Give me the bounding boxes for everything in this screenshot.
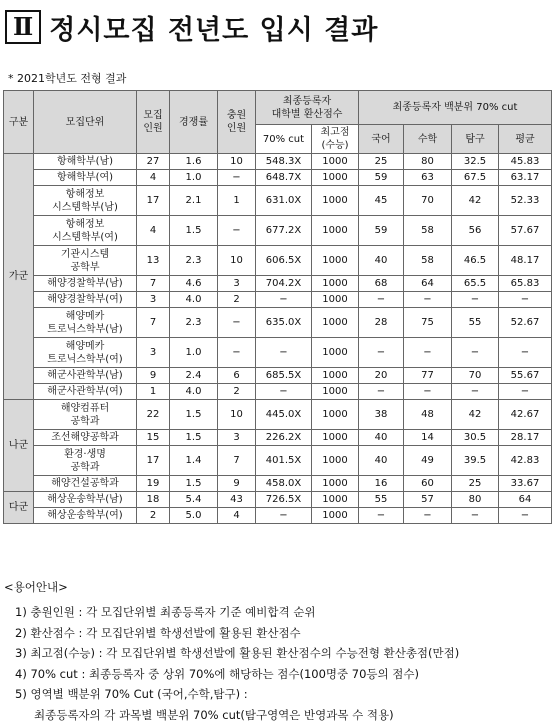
cell-quota: 7 bbox=[137, 308, 170, 338]
cell-added: 9 bbox=[218, 476, 256, 492]
table-row bbox=[4, 292, 552, 308]
cell-avg: − bbox=[499, 508, 552, 524]
cell-math: 75 bbox=[404, 308, 452, 338]
cell-competition: 1.5 bbox=[170, 216, 218, 246]
cell-max: 1000 bbox=[312, 508, 359, 524]
cell-added: − bbox=[218, 216, 256, 246]
cell-avg: 63.17 bbox=[499, 170, 552, 186]
cell-cut70: 704.2X bbox=[256, 276, 312, 292]
table-row bbox=[4, 400, 552, 430]
cell-added: − bbox=[218, 170, 256, 186]
cell-math: 49 bbox=[404, 446, 452, 476]
cell-cut70: 445.0X bbox=[256, 400, 312, 430]
header-max: 최고점 (수능) bbox=[312, 125, 359, 154]
table-row bbox=[4, 508, 552, 524]
cell-max: 1000 bbox=[312, 154, 359, 170]
cell-max: 1000 bbox=[312, 492, 359, 508]
cell-competition: 5.0 bbox=[170, 508, 218, 524]
cell-unit: 조선해양공학과 bbox=[34, 430, 137, 446]
cell-unit: 항해학부(남) bbox=[34, 154, 137, 170]
cell-unit: 항해학부(여) bbox=[34, 170, 137, 186]
cell-korean: 40 bbox=[359, 446, 404, 476]
table-row bbox=[4, 446, 552, 476]
cell-competition: 1.5 bbox=[170, 476, 218, 492]
cell-quota: 17 bbox=[137, 446, 170, 476]
cell-avg: 42.83 bbox=[499, 446, 552, 476]
cell-competition: 4.0 bbox=[170, 384, 218, 400]
cell-unit: 해상운송학부(여) bbox=[34, 508, 137, 524]
cell-competition: 1.5 bbox=[170, 430, 218, 446]
cell-quota: 4 bbox=[137, 216, 170, 246]
cell-avg: 45.83 bbox=[499, 154, 552, 170]
cell-cut70: 631.0X bbox=[256, 186, 312, 216]
cell-korean: − bbox=[359, 384, 404, 400]
cell-cut70: 548.3X bbox=[256, 154, 312, 170]
cell-max: 1000 bbox=[312, 446, 359, 476]
header-added: 충원 인원 bbox=[218, 91, 256, 154]
cell-quota: 3 bbox=[137, 292, 170, 308]
cell-unit: 환경·생명 공학과 bbox=[34, 446, 137, 476]
cell-added: 6 bbox=[218, 368, 256, 384]
cell-cut70: − bbox=[256, 508, 312, 524]
cell-cut70: 458.0X bbox=[256, 476, 312, 492]
cell-math: − bbox=[404, 292, 452, 308]
cell-unit: 해양컴퓨터 공학과 bbox=[34, 400, 137, 430]
cell-korean: 16 bbox=[359, 476, 404, 492]
cell-korean: − bbox=[359, 338, 404, 368]
cell-avg: 52.33 bbox=[499, 186, 552, 216]
cell-korean: − bbox=[359, 292, 404, 308]
page-title bbox=[5, 7, 378, 47]
cell-added: 10 bbox=[218, 246, 256, 276]
cell-competition: 5.4 bbox=[170, 492, 218, 508]
header-competition: 경쟁률 bbox=[170, 91, 218, 154]
header-unit: 모집단위 bbox=[34, 91, 137, 154]
cell-avg: − bbox=[499, 338, 552, 368]
cell-korean: 59 bbox=[359, 216, 404, 246]
cell-cut70: 606.5X bbox=[256, 246, 312, 276]
cell-unit: 항해정보 시스템학부(여) bbox=[34, 216, 137, 246]
cell-unit: 해양건설공학과 bbox=[34, 476, 137, 492]
cell-inquiry: 25 bbox=[452, 476, 499, 492]
cell-inquiry: 42 bbox=[452, 400, 499, 430]
cell-competition: 2.3 bbox=[170, 308, 218, 338]
cell-quota: 18 bbox=[137, 492, 170, 508]
cell-max: 1000 bbox=[312, 216, 359, 246]
cell-inquiry: 39.5 bbox=[452, 446, 499, 476]
cell-avg: 52.67 bbox=[499, 308, 552, 338]
cell-korean: 68 bbox=[359, 276, 404, 292]
terms-guide bbox=[4, 579, 459, 725]
terms-heading: <용어안내> bbox=[4, 580, 68, 594]
header-inquiry: 탐구 bbox=[452, 125, 499, 154]
cell-cut70: 635.0X bbox=[256, 308, 312, 338]
cell-inquiry: − bbox=[452, 338, 499, 368]
section-number: Ⅱ bbox=[5, 10, 41, 44]
group-label: 나군 bbox=[4, 400, 34, 492]
table-row bbox=[4, 368, 552, 384]
cell-avg: 28.17 bbox=[499, 430, 552, 446]
subtitle: * 2021학년도 전형 결과 bbox=[8, 72, 127, 85]
cell-added: 43 bbox=[218, 492, 256, 508]
table-row bbox=[4, 170, 552, 186]
cell-cut70: − bbox=[256, 384, 312, 400]
cell-cut70: 226.2X bbox=[256, 430, 312, 446]
cell-math: 57 bbox=[404, 492, 452, 508]
group-label: 다군 bbox=[4, 492, 34, 524]
term-item: 3) 최고점(수능) : 각 모집단위별 학생선발에 활용된 환산점수의 수능전형 환산총점(만점) bbox=[15, 646, 460, 660]
term-item: 4) 70% cut : 최종등록자 중 상위 70%에 해당하는 점수(100명중 70등의 점수) bbox=[15, 666, 419, 681]
table-row bbox=[4, 492, 552, 508]
cell-math: 64 bbox=[404, 276, 452, 292]
cell-competition: 2.3 bbox=[170, 246, 218, 276]
cell-avg: 55.67 bbox=[499, 368, 552, 384]
cell-added: 4 bbox=[218, 508, 256, 524]
cell-quota: 7 bbox=[137, 276, 170, 292]
cell-max: 1000 bbox=[312, 400, 359, 430]
cell-cut70: 726.5X bbox=[256, 492, 312, 508]
cell-added: − bbox=[218, 338, 256, 368]
cell-quota: 19 bbox=[137, 476, 170, 492]
cell-quota: 9 bbox=[137, 368, 170, 384]
cell-inquiry: 70 bbox=[452, 368, 499, 384]
cell-korean: 40 bbox=[359, 430, 404, 446]
header-korean: 국어 bbox=[359, 125, 404, 154]
cell-korean: 59 bbox=[359, 170, 404, 186]
cell-unit: 해양경찰학부(여) bbox=[34, 292, 137, 308]
cell-quota: 17 bbox=[137, 186, 170, 216]
cell-unit: 해양경찰학부(남) bbox=[34, 276, 137, 292]
table-row bbox=[4, 216, 552, 246]
cell-quota: 22 bbox=[137, 400, 170, 430]
cell-max: 1000 bbox=[312, 430, 359, 446]
cell-cut70: 401.5X bbox=[256, 446, 312, 476]
cell-inquiry: 55 bbox=[452, 308, 499, 338]
cell-avg: 57.67 bbox=[499, 216, 552, 246]
cell-max: 1000 bbox=[312, 384, 359, 400]
cell-avg: 33.67 bbox=[499, 476, 552, 492]
header-math: 수학 bbox=[404, 125, 452, 154]
table-row bbox=[4, 154, 552, 170]
cell-added: 10 bbox=[218, 154, 256, 170]
cell-inquiry: 30.5 bbox=[452, 430, 499, 446]
cell-added: 3 bbox=[218, 276, 256, 292]
cell-avg: 42.67 bbox=[499, 400, 552, 430]
cell-added: 2 bbox=[218, 384, 256, 400]
header-average: 평균 bbox=[499, 125, 552, 154]
cell-max: 1000 bbox=[312, 308, 359, 338]
cell-competition: 1.6 bbox=[170, 154, 218, 170]
cell-max: 1000 bbox=[312, 476, 359, 492]
cell-korean: 28 bbox=[359, 308, 404, 338]
cell-math: 80 bbox=[404, 154, 452, 170]
cell-korean: 38 bbox=[359, 400, 404, 430]
cell-unit: 해군사관학부(남) bbox=[34, 368, 137, 384]
cell-cut70: − bbox=[256, 338, 312, 368]
cell-inquiry: − bbox=[452, 508, 499, 524]
table-row bbox=[4, 276, 552, 292]
cell-inquiry: 67.5 bbox=[452, 170, 499, 186]
cell-inquiry: − bbox=[452, 384, 499, 400]
cell-math: − bbox=[404, 338, 452, 368]
cell-max: 1000 bbox=[312, 246, 359, 276]
cell-max: 1000 bbox=[312, 368, 359, 384]
cell-korean: 25 bbox=[359, 154, 404, 170]
group-label: 가군 bbox=[4, 154, 34, 400]
cell-competition: 1.4 bbox=[170, 446, 218, 476]
header-70cut: 70% cut bbox=[256, 125, 312, 154]
cell-quota: 27 bbox=[137, 154, 170, 170]
cell-unit: 해양메카 트로닉스학부(남) bbox=[34, 308, 137, 338]
cell-quota: 13 bbox=[137, 246, 170, 276]
cell-unit: 해상운송학부(남) bbox=[34, 492, 137, 508]
cell-unit: 항해정보 시스템학부(남) bbox=[34, 186, 137, 216]
cell-math: 63 bbox=[404, 170, 452, 186]
table-row bbox=[4, 308, 552, 338]
cell-max: 1000 bbox=[312, 186, 359, 216]
cell-korean: − bbox=[359, 508, 404, 524]
cell-math: 58 bbox=[404, 246, 452, 276]
cell-quota: 3 bbox=[137, 338, 170, 368]
cell-korean: 20 bbox=[359, 368, 404, 384]
cell-avg: 48.17 bbox=[499, 246, 552, 276]
term-item: 1) 충원인원 : 각 모집단위별 최종등록자 기준 예비합격 순위 bbox=[15, 605, 316, 619]
cell-quota: 2 bbox=[137, 508, 170, 524]
cell-competition: 4.0 bbox=[170, 292, 218, 308]
term-item: 5) 영역별 백분위 70% Cut (국어,수학,탐구) : bbox=[15, 687, 248, 701]
cell-math: 58 bbox=[404, 216, 452, 246]
cell-quota: 1 bbox=[137, 384, 170, 400]
term-item: 2) 환산점수 : 각 모집단위별 학생선발에 활용된 환산점수 bbox=[15, 625, 301, 640]
table-row bbox=[4, 384, 552, 400]
cell-inquiry: − bbox=[452, 292, 499, 308]
cell-korean: 40 bbox=[359, 246, 404, 276]
cell-inquiry: 80 bbox=[452, 492, 499, 508]
table-row bbox=[4, 430, 552, 446]
cell-inquiry: 65.5 bbox=[452, 276, 499, 292]
results-table bbox=[3, 90, 552, 524]
cell-quota: 4 bbox=[137, 170, 170, 186]
cell-unit: 해군사관학부(여) bbox=[34, 384, 137, 400]
cell-competition: 2.4 bbox=[170, 368, 218, 384]
table-row bbox=[4, 246, 552, 276]
title-text: 정시모집 전년도 입시 결과 bbox=[49, 14, 379, 46]
cell-math: 48 bbox=[404, 400, 452, 430]
cell-math: 70 bbox=[404, 186, 452, 216]
cell-avg: − bbox=[499, 384, 552, 400]
cell-max: 1000 bbox=[312, 338, 359, 368]
cell-cut70: 677.2X bbox=[256, 216, 312, 246]
cell-math: − bbox=[404, 508, 452, 524]
table-row bbox=[4, 186, 552, 216]
cell-competition: 1.0 bbox=[170, 170, 218, 186]
cell-korean: 55 bbox=[359, 492, 404, 508]
cell-cut70: 648.7X bbox=[256, 170, 312, 186]
cell-competition: 4.6 bbox=[170, 276, 218, 292]
cell-quota: 15 bbox=[137, 430, 170, 446]
cell-competition: 2.1 bbox=[170, 186, 218, 216]
cell-math: 14 bbox=[404, 430, 452, 446]
cell-korean: 45 bbox=[359, 186, 404, 216]
cell-avg: 64 bbox=[499, 492, 552, 508]
cell-cut70: − bbox=[256, 292, 312, 308]
cell-inquiry: 46.5 bbox=[452, 246, 499, 276]
cell-max: 1000 bbox=[312, 292, 359, 308]
cell-cut70: 685.5X bbox=[256, 368, 312, 384]
cell-max: 1000 bbox=[312, 276, 359, 292]
cell-added: 1 bbox=[218, 186, 256, 216]
cell-unit: 해양메카 트로닉스학부(여) bbox=[34, 338, 137, 368]
cell-added: 2 bbox=[218, 292, 256, 308]
cell-avg: − bbox=[499, 292, 552, 308]
cell-added: 3 bbox=[218, 430, 256, 446]
cell-competition: 1.0 bbox=[170, 338, 218, 368]
header-final-score: 최종등록자 대학별 환산점수 bbox=[256, 91, 359, 125]
cell-inquiry: 42 bbox=[452, 186, 499, 216]
header-percentile-group: 최종등록자 백분위 70% cut bbox=[359, 91, 552, 125]
table-row bbox=[4, 476, 552, 492]
cell-added: 7 bbox=[218, 446, 256, 476]
header-quota: 모집 인원 bbox=[137, 91, 170, 154]
cell-unit: 기관시스템 공학부 bbox=[34, 246, 137, 276]
cell-inquiry: 32.5 bbox=[452, 154, 499, 170]
table-row bbox=[4, 338, 552, 368]
cell-avg: 65.83 bbox=[499, 276, 552, 292]
term-item-continuation: 최종등록자의 각 과목별 백분위 70% cut(탐구영역은 반영과목 수 적용) bbox=[34, 707, 394, 722]
cell-math: − bbox=[404, 384, 452, 400]
cell-inquiry: 56 bbox=[452, 216, 499, 246]
cell-competition: 1.5 bbox=[170, 400, 218, 430]
cell-added: 10 bbox=[218, 400, 256, 430]
cell-added: − bbox=[218, 308, 256, 338]
cell-math: 60 bbox=[404, 476, 452, 492]
header-group: 구분 bbox=[4, 91, 34, 154]
cell-max: 1000 bbox=[312, 170, 359, 186]
cell-math: 77 bbox=[404, 368, 452, 384]
